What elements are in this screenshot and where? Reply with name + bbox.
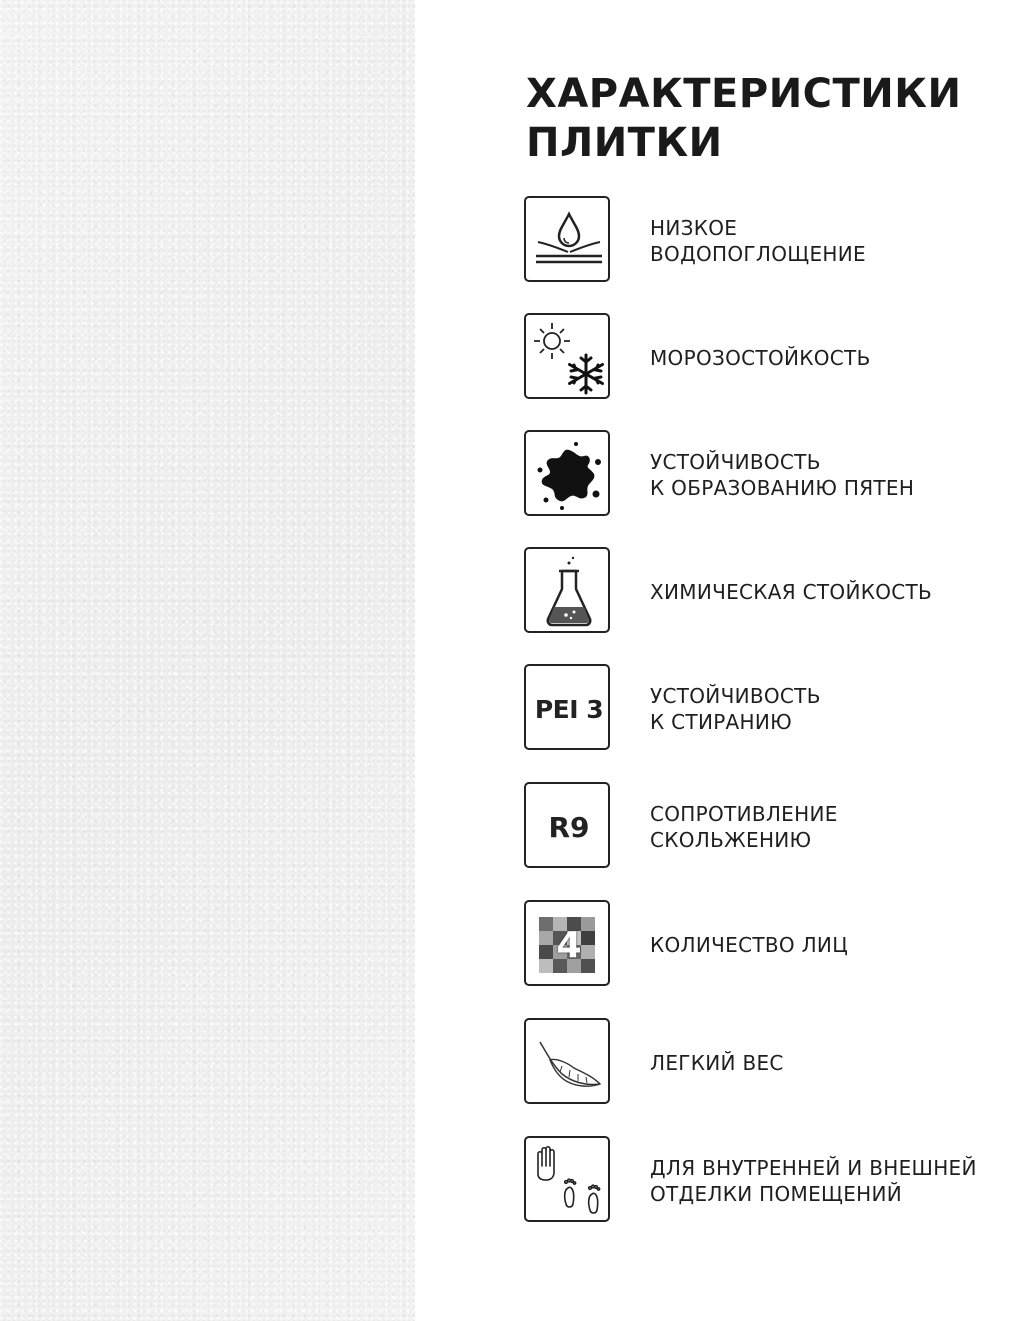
slip-rating-value: R9 (548, 810, 590, 844)
feature-label-line-1: КОЛИЧЕСТВО ЛИЦ (650, 933, 849, 957)
feature-label (650, 547, 1010, 637)
textured-background-panel (0, 0, 415, 1321)
slip-rating-icon (524, 782, 610, 868)
feature-label (650, 664, 1010, 754)
feature-label-line-1: СОПРОТИВЛЕНИЕ (650, 802, 838, 826)
feature-water-absorption (524, 196, 994, 286)
feature-light-weight (524, 1018, 994, 1108)
feature-stain-resistance (524, 430, 994, 520)
sun-snowflake-icon (524, 313, 610, 399)
feature-label-line-1: УСТОЙЧИВОСТЬ (650, 684, 821, 708)
feature-label-line-1: УСТОЙЧИВОСТЬ (650, 450, 821, 474)
feature-interior-exterior (524, 1136, 994, 1226)
faces-count-icon (524, 900, 610, 986)
feature-label-line-1: ДЛЯ ВНУТРЕННЕЙ И ВНЕШНЕЙ (650, 1156, 977, 1180)
feature-chemical-resistance (524, 547, 994, 637)
feature-label-line-2: ВОДОПОГЛОЩЕНИЕ (650, 242, 866, 266)
feature-frost-resistance (524, 313, 994, 403)
feature-label (650, 313, 1010, 403)
water-drop-icon (524, 196, 610, 282)
chemical-flask-icon (524, 547, 610, 633)
feature-label (650, 900, 1010, 990)
pei-value: PEI 3 (534, 694, 604, 724)
title-line-2: ПЛИТКИ (526, 120, 723, 166)
feature-label-line-1: ХИМИЧЕСКАЯ СТОЙКОСТЬ (650, 580, 933, 604)
feature-label-line-1: НИЗКОЕ (650, 216, 738, 240)
feature-abrasion-resistance (524, 664, 994, 754)
page-title (526, 70, 996, 168)
feature-label (650, 782, 1010, 872)
stain-splash-icon (524, 430, 610, 516)
feature-label (650, 1018, 1010, 1108)
title-line-1: ХАРАКТЕРИСТИКИ (526, 71, 962, 117)
feature-label (650, 430, 1010, 520)
feature-label-line-2: ОТДЕЛКИ ПОМЕЩЕНИЙ (650, 1182, 903, 1206)
feature-label-line-1: ЛЕГКИЙ ВЕС (650, 1051, 784, 1075)
faces-count-value: 4 (556, 924, 582, 966)
hand-feet-icon (524, 1136, 610, 1222)
feature-label-line-2: К ОБРАЗОВАНИЮ ПЯТЕН (650, 476, 915, 500)
feather-icon (524, 1018, 610, 1104)
pei-icon (524, 664, 610, 750)
feature-slip-resistance (524, 782, 994, 872)
feature-label (650, 1136, 1010, 1226)
feature-label-line-2: К СТИРАНИЮ (650, 710, 793, 734)
feature-label-line-2: СКОЛЬЖЕНИЮ (650, 828, 812, 852)
feature-label-line-1: МОРОЗОСТОЙКОСТЬ (650, 346, 871, 370)
feature-faces-count (524, 900, 994, 990)
feature-label (650, 196, 1010, 286)
